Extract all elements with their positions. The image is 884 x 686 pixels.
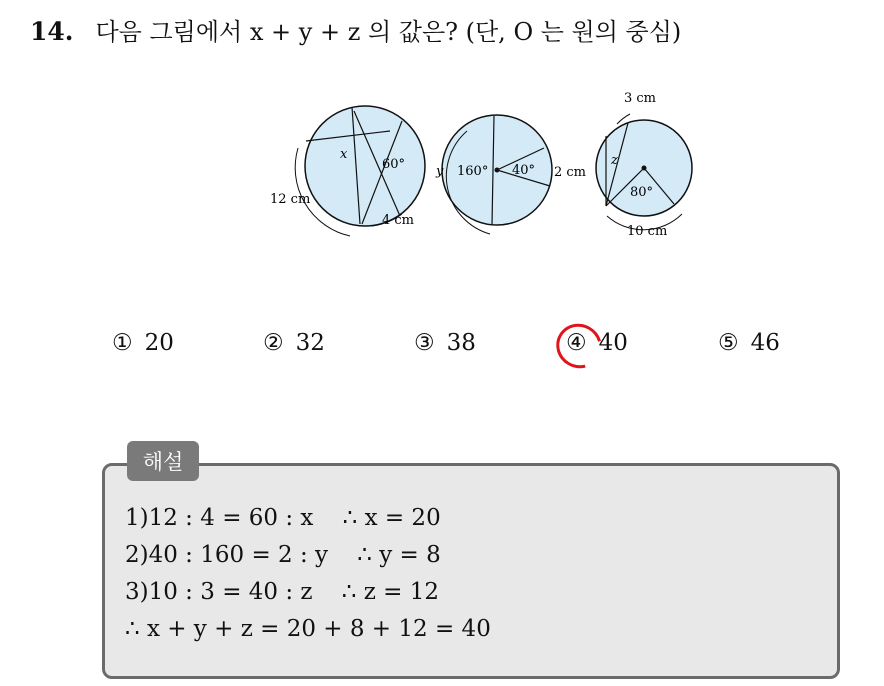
choice-1[interactable] [112, 330, 174, 356]
choice-1-value: 20 [144, 330, 174, 356]
choice-5[interactable] [718, 330, 780, 356]
circle-2-label-arc: 2 cm [554, 165, 587, 180]
question [30, 12, 681, 47]
choice-2-mark: ② [263, 330, 284, 356]
choice-2-value: 32 [295, 330, 325, 356]
choice-2[interactable] [263, 330, 325, 356]
circle-1-label-arc-long: 12 cm [270, 192, 311, 207]
solution-line-2: 2)40 : 160 = 2 : y ∴ y = 8 [125, 542, 441, 568]
circle-2-label-y: y [436, 164, 444, 179]
choice-3-mark: ③ [414, 330, 435, 356]
circle-1-label-angle: 60° [382, 157, 406, 172]
circle-1 [305, 106, 425, 226]
answer-circle-mark [548, 315, 610, 376]
circle-2-label-angle-large: 160° [457, 164, 489, 179]
answer-choices [0, 330, 884, 360]
choice-4-value: 40 [598, 330, 628, 356]
circle-3-label-angle: 80° [630, 185, 654, 200]
solution-line-1: 1)12 : 4 = 60 : x ∴ x = 20 [125, 505, 441, 531]
solution-lines [125, 500, 491, 648]
question-text: 다음 그림에서 x + y + z 의 값은? (단, O 는 원의 중심) [95, 18, 682, 46]
circle-2-label-angle-small: 40° [512, 163, 536, 178]
circle-3-center [642, 166, 647, 171]
circle-3-label-arc-top: 3 cm [624, 91, 657, 106]
circle-2-center [495, 168, 500, 173]
circles-figure [262, 86, 712, 246]
circle-3-label-z: z [611, 153, 618, 168]
question-number: 14. [30, 17, 74, 46]
solution-line-4: ∴ x + y + z = 20 + 8 + 12 = 40 [125, 616, 491, 642]
choice-3[interactable] [414, 330, 476, 356]
circle-1-label-arc-short: 4 cm [382, 213, 415, 228]
circle-3-label-arc-bottom: 10 cm [627, 224, 668, 239]
circle-1-label-x: x [340, 147, 348, 162]
choice-4[interactable] [566, 330, 628, 356]
choice-4-mark: ④ [566, 330, 587, 356]
choice-5-value: 46 [750, 330, 780, 356]
solution-line-3: 3)10 : 3 = 40 : z ∴ z = 12 [125, 579, 439, 605]
choice-3-value: 38 [446, 330, 476, 356]
solution-tab: 해설 [127, 441, 199, 481]
choice-1-mark: ① [112, 330, 133, 356]
choice-5-mark: ⑤ [718, 330, 739, 356]
